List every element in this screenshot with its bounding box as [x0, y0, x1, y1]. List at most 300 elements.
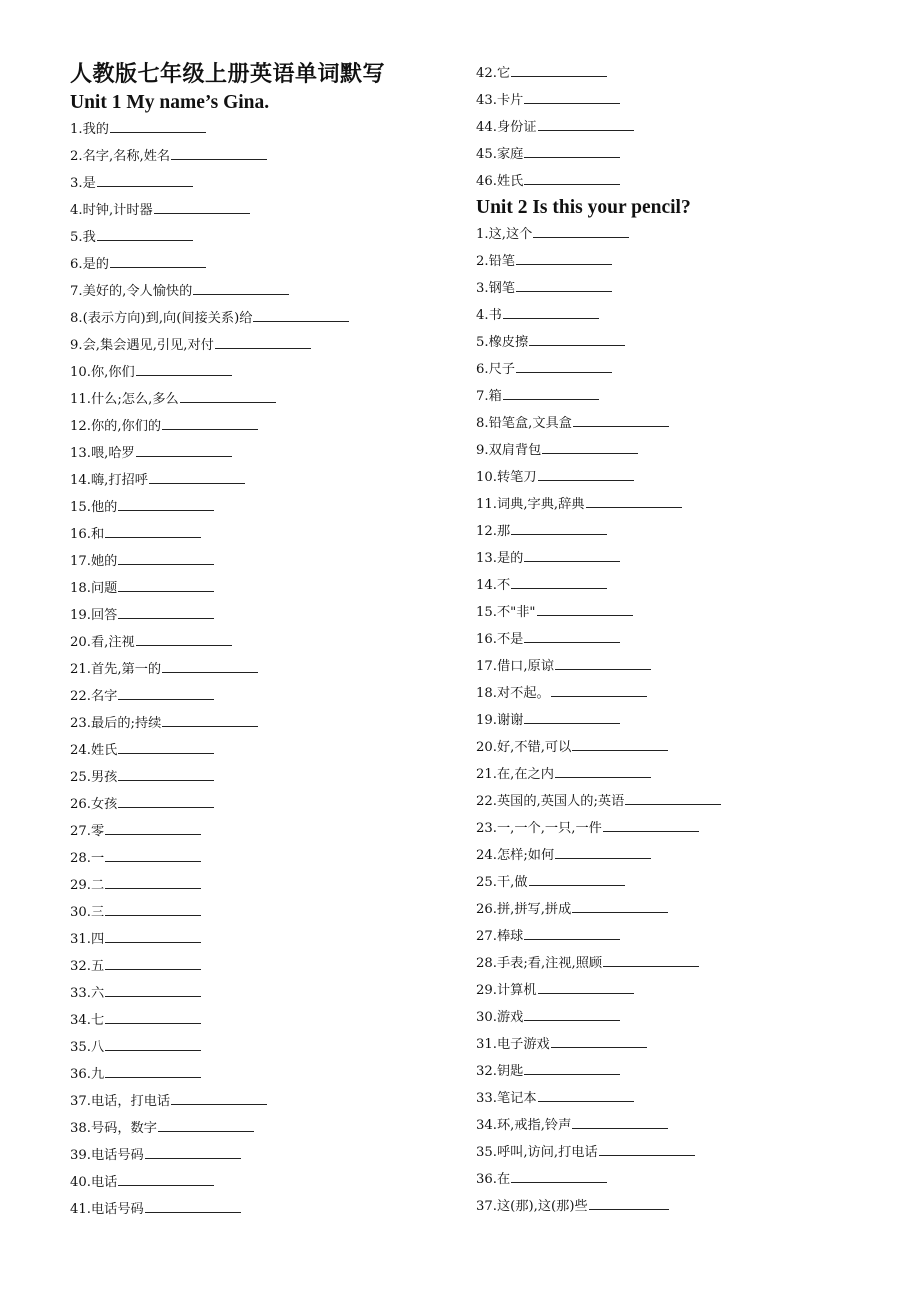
item-number: 42.: [476, 66, 497, 81]
item-number: 45.: [476, 147, 497, 162]
answer-blank[interactable]: [529, 330, 625, 346]
vocab-item: [476, 248, 896, 275]
item-number: 8.: [476, 416, 489, 431]
answer-blank[interactable]: [118, 495, 214, 511]
chinese-meaning: 对不起。: [496, 686, 550, 701]
vocab-item: [70, 197, 465, 224]
unit1-word-list-continued: [476, 60, 896, 195]
vocab-item: [70, 467, 465, 494]
chinese-meaning: 名字: [90, 689, 118, 704]
chinese-meaning: 橡皮擦: [488, 335, 529, 350]
vocab-item: [70, 683, 465, 710]
answer-blank[interactable]: [105, 954, 201, 970]
chinese-meaning: 谢谢: [496, 713, 524, 728]
chinese-meaning: 呼叫,访问,打电话: [496, 1145, 598, 1160]
unit2-word-list: [476, 221, 896, 1220]
chinese-meaning: 借口,原谅: [496, 659, 554, 674]
vocab-item: [70, 440, 465, 467]
item-number: 32.: [70, 959, 91, 974]
item-number: 40.: [70, 1175, 91, 1190]
chinese-meaning: 四: [90, 932, 105, 947]
vocab-item: [70, 1169, 465, 1196]
answer-blank[interactable]: [572, 897, 668, 913]
answer-blank[interactable]: [149, 468, 245, 484]
answer-blank[interactable]: [537, 600, 633, 616]
answer-blank[interactable]: [533, 222, 629, 238]
answer-blank[interactable]: [542, 438, 638, 454]
item-number: 20.: [70, 635, 91, 650]
answer-blank[interactable]: [511, 1167, 607, 1183]
item-number: 11.: [476, 497, 497, 512]
chinese-meaning: 钢笔: [488, 281, 515, 296]
answer-blank[interactable]: [586, 492, 682, 508]
item-number: 18.: [476, 686, 497, 701]
chinese-meaning: 这,这个: [488, 227, 533, 242]
vocab-item: [476, 329, 896, 356]
chinese-meaning: 我: [82, 230, 96, 245]
chinese-meaning: 姓氏: [496, 174, 524, 189]
answer-blank[interactable]: [105, 819, 201, 835]
vocab-item: [70, 710, 465, 737]
vocab-item: [70, 170, 465, 197]
answer-blank[interactable]: [529, 870, 625, 886]
chinese-meaning: 不"非": [496, 605, 536, 620]
chinese-meaning: 在,在之内: [496, 767, 554, 782]
vocab-item: [476, 842, 896, 869]
chinese-meaning: 环,戒指,铃声: [496, 1118, 572, 1133]
vocab-item: [476, 788, 896, 815]
vocab-item: [476, 518, 896, 545]
chinese-meaning: 问题: [90, 581, 118, 596]
right-column: [476, 60, 896, 1220]
item-number: 17.: [70, 554, 91, 569]
answer-blank[interactable]: [171, 144, 267, 160]
vocab-item: [476, 1139, 896, 1166]
answer-blank[interactable]: [105, 981, 201, 997]
item-number: 28.: [476, 956, 497, 971]
item-number: 25.: [476, 875, 497, 890]
item-number: 35.: [70, 1040, 91, 1055]
item-number: 25.: [70, 770, 91, 785]
vocab-item: [70, 1061, 465, 1088]
vocab-item: [476, 869, 896, 896]
item-number: 15.: [476, 605, 497, 620]
answer-blank[interactable]: [538, 465, 634, 481]
chinese-meaning: 嗨,打招呼: [90, 473, 148, 488]
item-number: 14.: [476, 578, 497, 593]
answer-blank[interactable]: [118, 576, 214, 592]
answer-blank[interactable]: [555, 843, 651, 859]
chinese-meaning: 书: [488, 308, 502, 323]
answer-blank[interactable]: [110, 252, 206, 268]
answer-blank[interactable]: [524, 708, 620, 724]
chinese-meaning: 身份证: [496, 120, 537, 135]
chinese-meaning: 女孩: [90, 797, 118, 812]
item-number: 31.: [70, 932, 91, 947]
item-number: 5.: [476, 335, 489, 350]
answer-blank[interactable]: [511, 61, 607, 77]
unit1-word-list: [70, 116, 465, 1223]
answer-blank[interactable]: [511, 573, 607, 589]
vocab-item: [70, 899, 465, 926]
answer-blank[interactable]: [105, 846, 201, 862]
answer-blank[interactable]: [193, 279, 289, 295]
answer-blank[interactable]: [118, 1170, 214, 1186]
vocab-item: [70, 224, 465, 251]
vocab-item: [476, 1112, 896, 1139]
answer-blank[interactable]: [524, 88, 620, 104]
answer-blank[interactable]: [503, 303, 599, 319]
item-number: 9.: [476, 443, 489, 458]
answer-blank[interactable]: [555, 654, 651, 670]
answer-blank[interactable]: [180, 387, 276, 403]
item-number: 17.: [476, 659, 497, 674]
answer-blank[interactable]: [538, 1086, 634, 1102]
answer-blank[interactable]: [573, 411, 669, 427]
item-number: 29.: [476, 983, 497, 998]
item-number: 34.: [476, 1118, 497, 1133]
chinese-meaning: 计算机: [496, 983, 537, 998]
chinese-meaning: 时钟,计时器: [82, 203, 153, 218]
chinese-meaning: 喂,哈罗: [90, 446, 135, 461]
answer-blank[interactable]: [110, 117, 206, 133]
vocab-item: [70, 953, 465, 980]
item-number: 38.: [70, 1121, 91, 1136]
vocab-item: [70, 1115, 465, 1142]
vocab-item: [476, 1085, 896, 1112]
vocab-item: [70, 1034, 465, 1061]
vocab-item: [70, 602, 465, 629]
chinese-meaning: 什么;怎么,多么: [90, 392, 179, 407]
chinese-meaning: 九: [90, 1067, 105, 1082]
item-number: 22.: [476, 794, 497, 809]
item-number: 11.: [70, 392, 91, 407]
item-number: 18.: [70, 581, 91, 596]
item-number: 20.: [476, 740, 497, 755]
answer-blank[interactable]: [162, 711, 258, 727]
vocab-item: [476, 1193, 896, 1220]
vocab-item: [476, 275, 896, 302]
vocab-item: [476, 168, 896, 195]
chinese-meaning: 不: [496, 578, 511, 593]
item-number: 10.: [70, 365, 91, 380]
chinese-meaning: 棒球: [496, 929, 524, 944]
chinese-meaning: 电子游戏: [496, 1037, 550, 1052]
answer-blank[interactable]: [572, 1113, 668, 1129]
vocab-item: [70, 305, 465, 332]
item-number: 15.: [70, 500, 91, 515]
answer-blank[interactable]: [118, 684, 214, 700]
answer-blank[interactable]: [136, 630, 232, 646]
item-number: 31.: [476, 1037, 497, 1052]
chinese-meaning: 她的: [90, 554, 118, 569]
vocab-item: [476, 410, 896, 437]
item-number: 2.: [70, 149, 83, 164]
item-number: 1.: [70, 122, 83, 137]
answer-blank[interactable]: [145, 1197, 241, 1213]
vocab-item: [476, 923, 896, 950]
vocab-item: [70, 116, 465, 143]
chinese-meaning: 他的: [90, 500, 118, 515]
answer-blank[interactable]: [145, 1143, 241, 1159]
answer-blank[interactable]: [551, 681, 647, 697]
item-number: 46.: [476, 174, 497, 189]
answer-blank[interactable]: [171, 1089, 267, 1105]
chinese-meaning: 七: [90, 1013, 105, 1028]
chinese-meaning: 铅笔: [488, 254, 515, 269]
answer-blank[interactable]: [524, 627, 620, 643]
chinese-meaning: 电话号码: [90, 1202, 144, 1217]
vocab-item: [476, 626, 896, 653]
chinese-meaning: 零: [90, 824, 105, 839]
vocab-item: [476, 437, 896, 464]
vocab-item: [70, 386, 465, 413]
vocab-item: [476, 464, 896, 491]
unit1-heading: Unit 1 My name’s Gina.: [70, 92, 270, 113]
answer-blank[interactable]: [524, 1059, 620, 1075]
chinese-meaning: 号码，数字: [90, 1121, 157, 1136]
item-number: 33.: [70, 986, 91, 1001]
vocab-item: [70, 278, 465, 305]
item-number: 29.: [70, 878, 91, 893]
answer-blank[interactable]: [253, 306, 349, 322]
item-number: 9.: [70, 338, 83, 353]
chinese-meaning: 英国的,英国人的;英语: [496, 794, 625, 809]
chinese-meaning: 六: [90, 986, 105, 1001]
chinese-meaning: 和: [90, 527, 105, 542]
item-number: 3.: [70, 176, 83, 191]
chinese-meaning: 干,做: [496, 875, 528, 890]
item-number: 8.: [70, 311, 83, 326]
item-number: 16.: [70, 527, 91, 542]
item-number: 12.: [476, 524, 497, 539]
answer-blank[interactable]: [625, 789, 721, 805]
vocab-item: [70, 251, 465, 278]
chinese-meaning: 尺子: [488, 362, 515, 377]
answer-blank[interactable]: [118, 792, 214, 808]
item-number: 4.: [476, 308, 489, 323]
unit2-heading: Unit 2 Is this your pencil?: [476, 197, 691, 218]
answer-blank[interactable]: [516, 249, 612, 265]
answer-blank[interactable]: [524, 924, 620, 940]
answer-blank[interactable]: [524, 169, 620, 185]
chinese-meaning: 词典,字典,辞典: [496, 497, 585, 512]
answer-blank[interactable]: [136, 441, 232, 457]
vocab-item: [70, 629, 465, 656]
item-number: 32.: [476, 1064, 497, 1079]
chinese-meaning: 它: [496, 66, 511, 81]
vocab-item: [70, 143, 465, 170]
chinese-meaning: 游戏: [496, 1010, 524, 1025]
chinese-meaning: 是: [82, 176, 96, 191]
item-number: 27.: [70, 824, 91, 839]
vocab-item: [476, 761, 896, 788]
vocab-item: [70, 764, 465, 791]
chinese-meaning: 笔记本: [496, 1091, 537, 1106]
item-number: 33.: [476, 1091, 497, 1106]
vocab-item: [476, 1166, 896, 1193]
vocab-item: [476, 815, 896, 842]
vocab-item: [70, 1007, 465, 1034]
item-number: 12.: [70, 419, 91, 434]
answer-blank[interactable]: [118, 765, 214, 781]
answer-blank[interactable]: [97, 171, 193, 187]
vocab-item: [476, 1031, 896, 1058]
answer-blank[interactable]: [118, 603, 214, 619]
item-number: 19.: [70, 608, 91, 623]
vocab-item: [70, 845, 465, 872]
chinese-meaning: 美好的,令人愉快的: [82, 284, 193, 299]
vocab-item: [476, 1004, 896, 1031]
vocab-item: [476, 1058, 896, 1085]
answer-blank[interactable]: [599, 1140, 695, 1156]
item-number: 23.: [476, 821, 497, 836]
answer-blank[interactable]: [603, 951, 699, 967]
chinese-meaning: 在: [496, 1172, 511, 1187]
vocab-item: [476, 141, 896, 168]
chinese-meaning: (表示方向)到,向(间接关系)给: [82, 311, 253, 326]
chinese-meaning: 那: [496, 524, 511, 539]
chinese-meaning: 一: [90, 851, 105, 866]
answer-blank[interactable]: [118, 738, 214, 754]
chinese-meaning: 你的,你们的: [90, 419, 162, 434]
chinese-meaning: 钥匙: [496, 1064, 524, 1079]
vocab-item: [476, 680, 896, 707]
answer-blank[interactable]: [589, 1194, 669, 1210]
chinese-meaning: 五: [90, 959, 105, 974]
vocab-item: [476, 977, 896, 1004]
answer-blank[interactable]: [511, 519, 607, 535]
vocab-item: [476, 302, 896, 329]
chinese-meaning: 电话号码: [90, 1148, 144, 1163]
answer-blank[interactable]: [105, 1035, 201, 1051]
item-number: 1.: [476, 227, 489, 242]
answer-blank[interactable]: [105, 1008, 201, 1024]
chinese-meaning: 家庭: [496, 147, 524, 162]
chinese-meaning: 男孩: [90, 770, 118, 785]
vocab-item: [70, 548, 465, 575]
answer-blank[interactable]: [524, 1005, 620, 1021]
answer-blank[interactable]: [105, 900, 201, 916]
page-title: 人教版七年级上册英语单词默写: [70, 62, 386, 87]
item-number: 19.: [476, 713, 497, 728]
item-number: 26.: [476, 902, 497, 917]
chinese-meaning: 名字,名称,姓名: [82, 149, 171, 164]
item-number: 26.: [70, 797, 91, 812]
chinese-meaning: 是的: [82, 257, 109, 272]
vocab-item: [70, 791, 465, 818]
chinese-meaning: 好,不错,可以: [496, 740, 572, 755]
answer-blank[interactable]: [503, 384, 599, 400]
answer-blank[interactable]: [118, 549, 214, 565]
vocab-item: [70, 413, 465, 440]
vocab-item: [70, 1196, 465, 1223]
answer-blank[interactable]: [516, 357, 612, 373]
item-number: 6.: [70, 257, 83, 272]
vocab-item: [476, 653, 896, 680]
item-number: 27.: [476, 929, 497, 944]
vocab-item: [476, 356, 896, 383]
vocab-item: [70, 1142, 465, 1169]
answer-blank[interactable]: [538, 115, 634, 131]
answer-blank[interactable]: [136, 360, 232, 376]
vocab-item: [476, 599, 896, 626]
answer-blank[interactable]: [516, 276, 612, 292]
vocab-item: [70, 359, 465, 386]
vocab-item: [476, 572, 896, 599]
item-number: 30.: [476, 1010, 497, 1025]
chinese-meaning: 电话: [90, 1175, 118, 1190]
chinese-meaning: 你,你们: [90, 365, 135, 380]
vocab-item: [70, 332, 465, 359]
item-number: 13.: [476, 551, 497, 566]
item-number: 13.: [70, 446, 91, 461]
chinese-meaning: 转笔刀: [496, 470, 537, 485]
answer-blank[interactable]: [158, 1116, 254, 1132]
vocab-item: [70, 494, 465, 521]
item-number: 35.: [476, 1145, 497, 1160]
answer-blank[interactable]: [105, 1062, 201, 1078]
answer-blank[interactable]: [162, 657, 258, 673]
chinese-meaning: 电话，打电话: [90, 1094, 171, 1109]
answer-blank[interactable]: [154, 198, 250, 214]
item-number: 16.: [476, 632, 497, 647]
item-number: 22.: [70, 689, 91, 704]
chinese-meaning: 箱: [488, 389, 502, 404]
left-column: [70, 60, 465, 1223]
chinese-meaning: 拼,拼写,拼成: [496, 902, 572, 917]
answer-blank[interactable]: [524, 142, 620, 158]
vocab-item: [476, 545, 896, 572]
chinese-meaning: 怎样;如何: [496, 848, 555, 863]
chinese-meaning: 手表;看,注视,照顾: [496, 956, 603, 971]
vocab-item: [70, 980, 465, 1007]
answer-blank[interactable]: [538, 978, 634, 994]
chinese-meaning: 铅笔盒,文具盒: [488, 416, 572, 431]
chinese-meaning: 我的: [82, 122, 109, 137]
chinese-meaning: 姓氏: [90, 743, 118, 758]
vocab-item: [70, 521, 465, 548]
item-number: 39.: [70, 1148, 91, 1163]
vocab-item: [476, 896, 896, 923]
answer-blank[interactable]: [524, 546, 620, 562]
answer-blank[interactable]: [555, 762, 651, 778]
vocab-item: [70, 1088, 465, 1115]
answer-blank[interactable]: [572, 735, 668, 751]
answer-blank[interactable]: [97, 225, 193, 241]
answer-blank[interactable]: [162, 414, 258, 430]
vocab-item: [476, 734, 896, 761]
answer-blank[interactable]: [215, 333, 311, 349]
item-number: 2.: [476, 254, 489, 269]
vocab-item: [476, 87, 896, 114]
item-number: 7.: [70, 284, 83, 299]
item-number: 43.: [476, 93, 497, 108]
answer-blank[interactable]: [105, 873, 201, 889]
chinese-meaning: 会,集会遇见,引见,对付: [82, 338, 214, 353]
answer-blank[interactable]: [551, 1032, 647, 1048]
answer-blank[interactable]: [105, 927, 201, 943]
item-number: 4.: [70, 203, 83, 218]
answer-blank[interactable]: [105, 522, 201, 538]
item-number: 36.: [476, 1172, 497, 1187]
chinese-meaning: 三: [90, 905, 105, 920]
answer-blank[interactable]: [603, 816, 699, 832]
item-number: 37.: [70, 1094, 91, 1109]
item-number: 24.: [476, 848, 497, 863]
vocab-item: [476, 114, 896, 141]
item-number: 7.: [476, 389, 489, 404]
